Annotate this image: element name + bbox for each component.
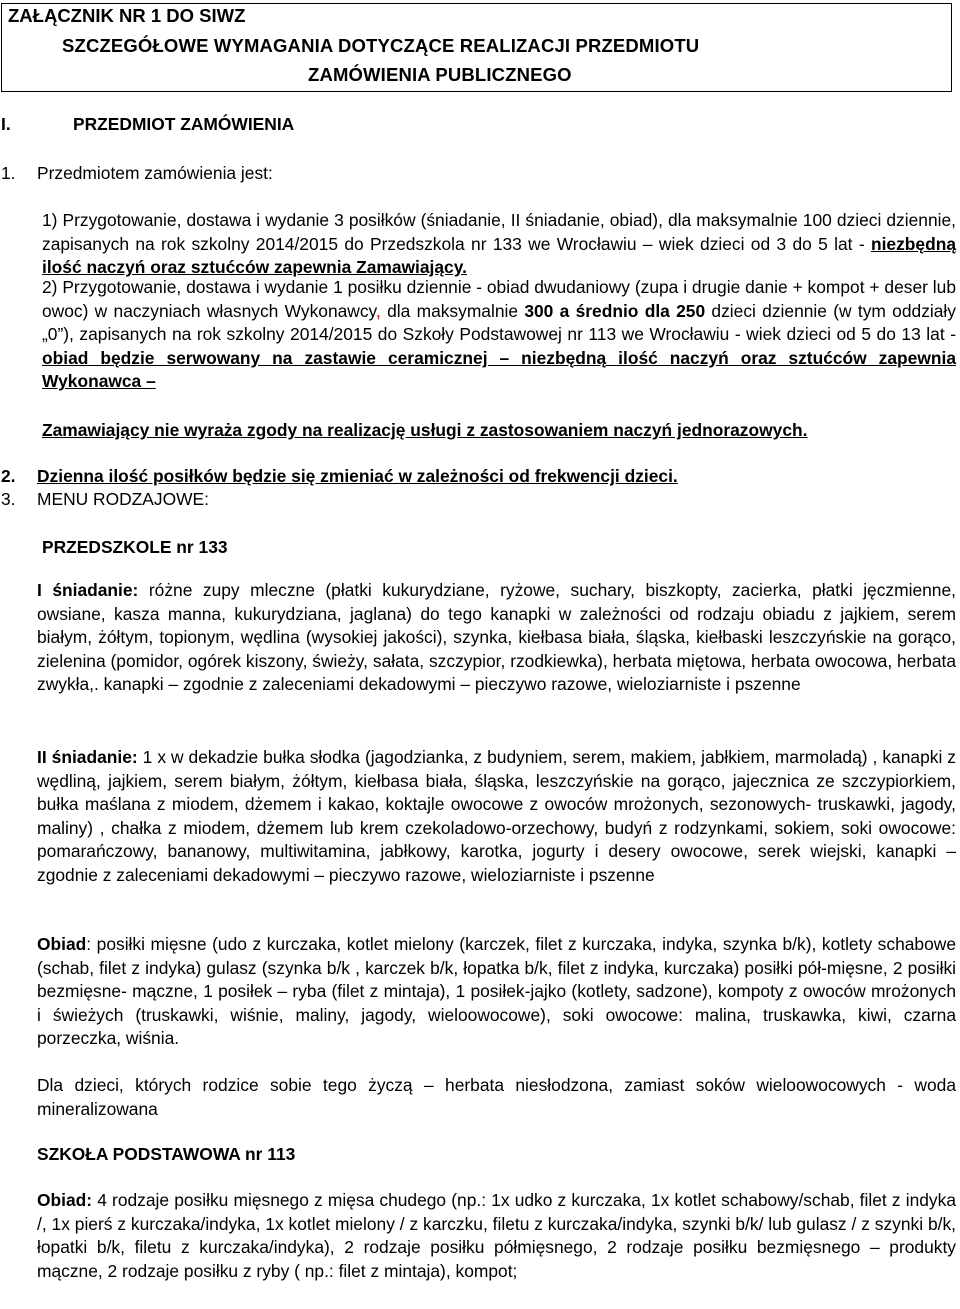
document-title-line1: SZCZEGÓŁOWE WYMAGANIA DOTYCZĄCE REALIZACJI PRZEDMIOTU xyxy=(62,35,700,56)
lunch-paragraph xyxy=(37,933,956,1051)
breakfast2-text: 1 x w dekadzie bułka słodka (jagodzianka, z budyniem, serem, makiem, jabłkiem, marmoladą) , kanapki z wędliną, jajkiem, serem białym, żółtym, kiełbasa biała, śląska, leszczyńskie na gorąco, jajecznica ze szczypiorkiem, bułka maślana z miodem, dżemem i kakao, koktajle owocowe z owoców mrożonych, sezonowych- truskawki, jagody, maliny) , chałka z miodem, dżemem lub krem czekoladowo-orzechowy, budyń z rodzynkami, sokiem, soki owocowe: pomarańczowy, bananowy, multiwitamina, jabłkowy, karotka, jogurty i desery owocowe, serek wiejski, kanapki – zgodnie z zaleceniami dekadowymi – pieczywo razowe, wieloziarniste i pszenne xyxy=(37,747,956,885)
school-heading: SZKOŁA PODSTAWOWA nr 113 xyxy=(37,1144,296,1164)
kindergarten-heading: PRZEDSZKOLE nr 133 xyxy=(42,537,228,557)
item3-number: 3. xyxy=(1,489,16,509)
subitem-2-text-c: dzieci dziennie (w tym oddziały „0”), zapisanych na rok szkolny 2014/2015 do Szkoły Podstawowej nr 113 we Wrocławiu - wiek dzieci od 5 do 13 lat - xyxy=(42,300,956,345)
breakfast1-label: I śniadanie: xyxy=(37,580,139,600)
breakfast2-paragraph xyxy=(37,746,956,888)
item2-number: 2. xyxy=(1,466,16,486)
item3-text: MENU RODZAJOWE: xyxy=(37,489,209,509)
disposables-note: Zamawiający nie wyraża zgody na realizację usługi z zastosowaniem naczyń jednorazowych. xyxy=(42,420,808,440)
subitem-2-text-a: 2) Przygotowanie, dostawa i wydanie 1 posiłku dziennie - obiad dwudaniowy (zupa i drugie danie + kompot + deser lub owoc) w naczyniach własnych Wykonawcy xyxy=(42,277,956,321)
item1-text: Przedmiotem zamówienia jest: xyxy=(37,163,273,183)
subitem-1-emphasis: niezbędną ilość naczyń oraz sztućców zapewnia Zamawiający. xyxy=(42,233,956,278)
item2-text: Dzienna ilość posiłków będzie się zmieniać w zależności od frekwencji dzieci. xyxy=(37,466,678,486)
breakfast2-label: II śniadanie: xyxy=(37,747,138,767)
school-lunch-paragraph xyxy=(37,1189,956,1283)
breakfast1-paragraph xyxy=(37,579,956,697)
section-number: I. xyxy=(1,114,11,134)
subitem-2 xyxy=(42,276,956,394)
drinks-paragraph: Dla dzieci, których rodzice sobie tego życzą – herbata niesłodzona, zamiast soków wieloowocowych - woda mineralizowana xyxy=(37,1075,956,1119)
subitem-2-comma: , xyxy=(375,300,381,321)
item1-number: 1. xyxy=(1,163,16,183)
lunch-label: Obiad xyxy=(37,934,87,954)
section-title: PRZEDMIOT ZAMÓWIENIA xyxy=(73,114,295,134)
lunch-text: : posiłki mięsne (udo z kurczaka, kotlet mielony (karczek, filet z kurczaka, indyka, szynka b/k), kotlety schabowe (schab, filet z indyka) gulasz (szynka b/k , karczek b/k, łopatka b/k, filet z indyka, kurczaka) posiłki pół-mięsne, 2 posiłki bezmięsne- mączne, 1 posiłek – ryba (filet z mintaja), 1 posiłek-jajko (kotlety, sadzone), kompoty z owoców mrożonych i świeżych (truskawki, wiśnie, maliny, jagody, wieloowocowe), soki owocowe: malina, truskawka, kiwi, czarna porzeczka, wiśnia. xyxy=(37,934,956,1049)
school-lunch-text: 4 rodzaje posiłku mięsnego z mięsa chudego (np.: 1x udko z kurczaka, 1x kotlet schabowy/schab, filet z indyka /, 1x pierś z kurczaka/indyka, 1x kotlet mielony / z karczku, filetu z kurczaka/indyka, szynki b/k/ lub gulasz / z szynki b/k, łopatki b/k, filetu z kurczaka/indyka), 2 rodzaje posiłku półmięsnego, 2 rodzaje posiłku bezmięsnego – produkty mączne, 2 rodzaje posiłku z ryby ( np.: filet z mintaja), kompot; xyxy=(37,1190,956,1281)
document-title-line2: ZAMÓWIENIA PUBLICZNEGO xyxy=(308,64,572,85)
subitem-2-bold-count: 300 a średnio dla 250 xyxy=(524,300,706,321)
breakfast1-text: różne zupy mleczne (płatki kukurydziane, ryżowe, suchary, biszkopty, zacierka, płatki jęczmienne, owsiane, kasza manna, kukurydziana, jaglana) do tego kanapki w zależności od rodzaju obiadu z jajkiem, serem białym, żółtym, topionym, wędlina (wysokiej jakości), szynka, kiełbasa biała, śląska, kiełbaski leszczyńskie na gorąco, zielenina (pomidor, ogórek kiszony, świeży, sałata, szczypior, rzodkiewka), herbata miętowa, herbata owocowa, herbata zwykła,. kanapki – zgodnie z zaleceniami dekadowymi – pieczywo razowe, wieloziarniste i pszenne xyxy=(37,580,956,695)
school-lunch-label: Obiad: xyxy=(37,1190,93,1210)
subitem-2-text-b: dla maksymalnie xyxy=(380,300,525,321)
subitem-1-text: 1) Przygotowanie, dostawa i wydanie 3 posiłków (śniadanie, II śniadanie, obiad), dla maksymalnie 100 dzieci dziennie, zapisanych na rok szkolny 2014/2015 do Przedszkola nr 133 we Wrocławiu – wiek dzieci od 3 do 5 lat - xyxy=(42,210,956,254)
subitem-2-emphasis: obiad będzie serwowany na zastawie ceramicznej – niezbędną ilość naczyń oraz sztućców zapewnia Wykonawca – xyxy=(42,347,956,392)
subitem-1 xyxy=(42,209,956,280)
attachment-label: ZAŁĄCZNIK NR 1 DO SIWZ xyxy=(8,5,246,26)
